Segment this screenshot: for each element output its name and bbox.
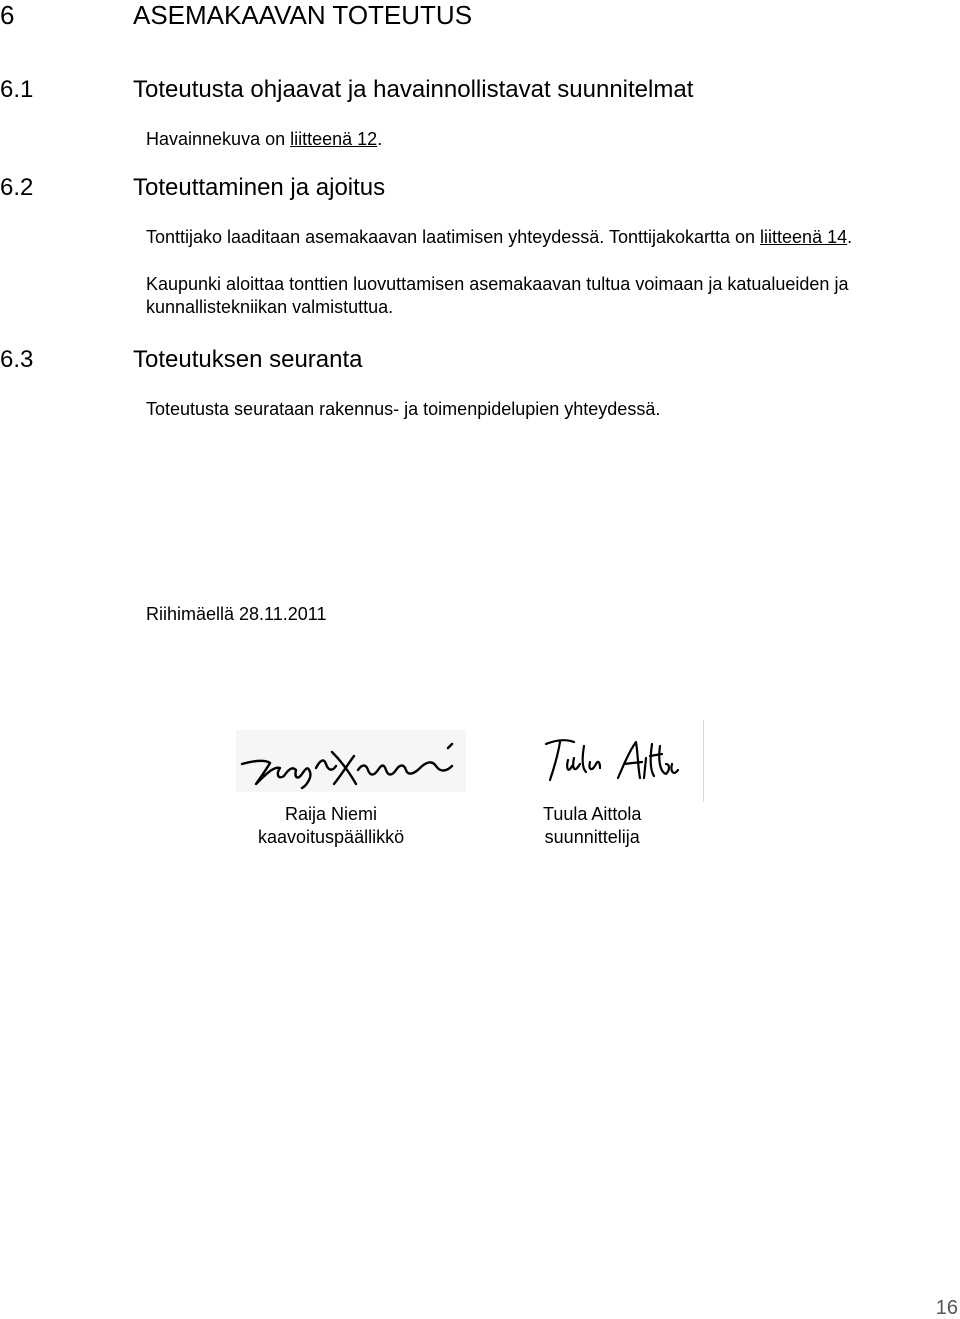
paragraph-tonttijako: Tonttijako laaditaan asemakaavan laatimisen yhteydessä. Tonttijakokartta on liitteenä 14. — [146, 227, 853, 247]
signatory-2 — [543, 803, 641, 849]
section-title: Toteutusta ohjaavat ja havainnollistavat suunnitelmat — [133, 76, 694, 103]
signatory-role: suunnittelija — [544, 827, 640, 847]
paragraph-luovutus: Kaupunki aloittaa tonttien luovuttamisen asemakaavan tultua voimaan ja katualueiden ja kunnallistekniikan valmistuttua. — [146, 274, 849, 317]
paragraph-seuranta: Toteutusta seurataan rakennus- ja toimenpidelupien yhteydessä. — [146, 399, 661, 419]
page-number: 16 — [935, 1297, 958, 1319]
paragraph-havainnekuva: Havainnekuva on liitteenä 12. — [146, 129, 383, 149]
signatory-1 — [258, 803, 404, 849]
signatory-name: Tuula Aittola — [543, 804, 642, 824]
section-number: 6.2 — [0, 174, 34, 201]
section-number: 6.3 — [0, 346, 34, 373]
signature-tuula-aittola — [540, 734, 680, 786]
attachment-12-link[interactable]: liitteenä 12 — [290, 129, 378, 149]
section-title: ASEMAKAAVAN TOTEUTUS — [133, 0, 473, 30]
signatory-name: Raija Niemi — [285, 804, 378, 824]
section-number: 6 — [0, 0, 15, 30]
attachment-14-link[interactable]: liitteenä 14 — [760, 227, 848, 247]
signature-raija-niemi — [236, 730, 466, 792]
section-title: Toteuttaminen ja ajoitus — [133, 174, 386, 201]
scan-edge-line — [703, 720, 704, 802]
signatory-role: kaavoituspäällikkö — [258, 827, 405, 847]
place-date: Riihimäellä 28.11.2011 — [146, 604, 327, 624]
section-number: 6.1 — [0, 76, 34, 103]
section-title: Toteutuksen seuranta — [133, 346, 363, 373]
